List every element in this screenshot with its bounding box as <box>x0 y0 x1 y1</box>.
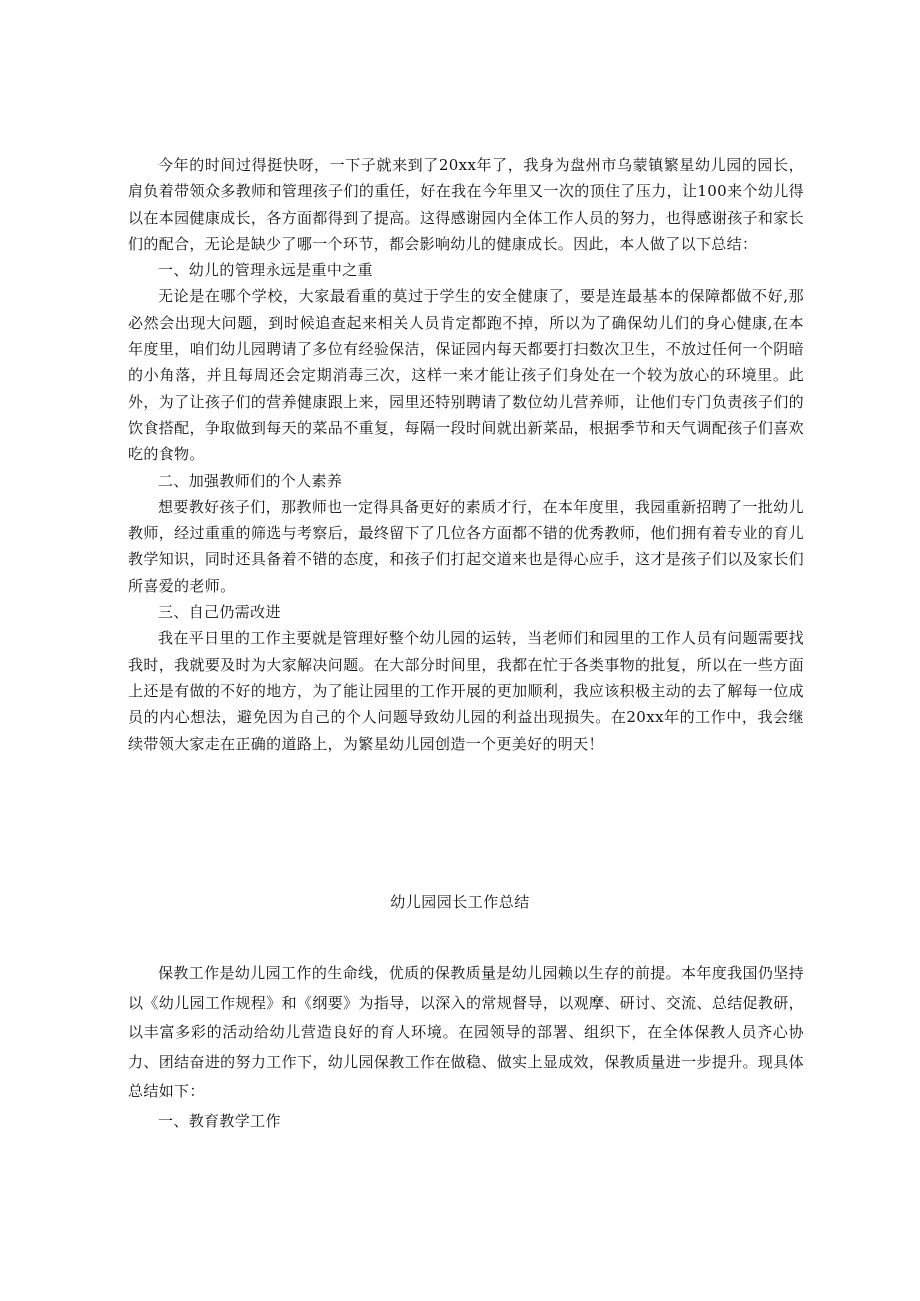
body-paragraph-3: 我在平日里的工作主要就是管理好整个幼儿园的运转，当老师们和园里的工作人员有问题需要找我时，我就要及时为大家解决问题。在大部分时间里，我都在忙于各类事物的批复，所以在一些方面上还是有做的不好的地方，为了能让园里的工作开展的更加顺利，我应该积极主动的去了解每一位成员的内心想法，避免因为自己的个人问题导致幼儿园的利益出现损失。在20xx年的工作中，我会继续带领大家走在正确的道路上，为繁星幼儿园创造一个更美好的明天！ <box>128 629 804 753</box>
section-heading-3: 三、自己仍需改进 <box>158 603 281 622</box>
body-paragraph-1: 无论是在哪个学校，大家最看重的莫过于学生的安全健康了，要是连最基本的保障都做不好,那必然会出现大问题，到时候追查起来相关人员肯定都跑不掉，所以为了确保幼儿们的身心健康,在本年度里，咱们幼儿园聘请了多位有经验保洁，保证园内每天都要打扫数次卫生，不放过任何一个阴暗的小角落，并且每周还会定期消毒三次，这样一来才能让孩子们身处在一个较为放心的环境里。此外，为了让孩子们的营养健康跟上来，园里还特别聘请了数位幼儿营养师，让他们专门负责孩子们的饮食搭配，争取做到每天的菜品不重复，每隔一段时间就出新菜品，根据季节和天气调配孩子们喜欢吃的食物。 <box>128 287 804 464</box>
summary-section-2 <box>128 959 804 1136</box>
section-heading-1: 一、幼儿的管理永远是重中之重 <box>158 261 373 280</box>
document-title: 幼儿园园长工作总结 <box>390 893 530 911</box>
section-heading-2: 二、加强教师们的个人素养 <box>158 471 343 490</box>
body-paragraph-2: 想要教好孩子们，那教师也一定得具备更好的素质才行，在本年度里，我园重新招聘了一批幼儿教师，经过重重的筛选与考察后，最终留下了几位各方面都不错的优秀教师，他们拥有着专业的育儿教学知识，同时还具备着不错的态度，和孩子们打起交道来也是得心应手，这才是孩子们以及家长们所喜爱的老师。 <box>128 497 804 595</box>
intro-paragraph: 今年的时间过得挺快呀，一下子就来到了20xx年了，我身为盘州市乌蒙镇繁星幼儿园的园长，肩负着带领众多教师和管理孩子们的重任，好在我在今年里又一次的顶住了压力，让100来个幼儿得以在本园健康成长，各方面都得到了提高。这得感谢园内全体工作人员的努力，也得感谢孩子和家长们的配合，无论是缺少了哪一个环节，都会影响幼儿的健康成长。因此，本人做了以下总结： <box>128 156 804 253</box>
section-heading-teaching: 一、教育教学工作 <box>158 1111 281 1130</box>
intro-paragraph-2: 保教工作是幼儿园工作的生命线，优质的保教质量是幼儿园赖以生存的前提。本年度我国仍坚持以《幼儿园工作规程》和《纲要》为指导，以深入的常规督导，以观摩、研讨、交流、总结促教研，以丰富多彩的活动给幼儿营造良好的育人环境。在园领导的部署、组织下，在全体保教人员齐心协力、团结奋进的努力工作下，幼儿园保教工作在做稳、做实上显成效，保教质量进一步提升。现具体总结如下： <box>128 964 804 1100</box>
summary-section-1 <box>128 152 804 757</box>
